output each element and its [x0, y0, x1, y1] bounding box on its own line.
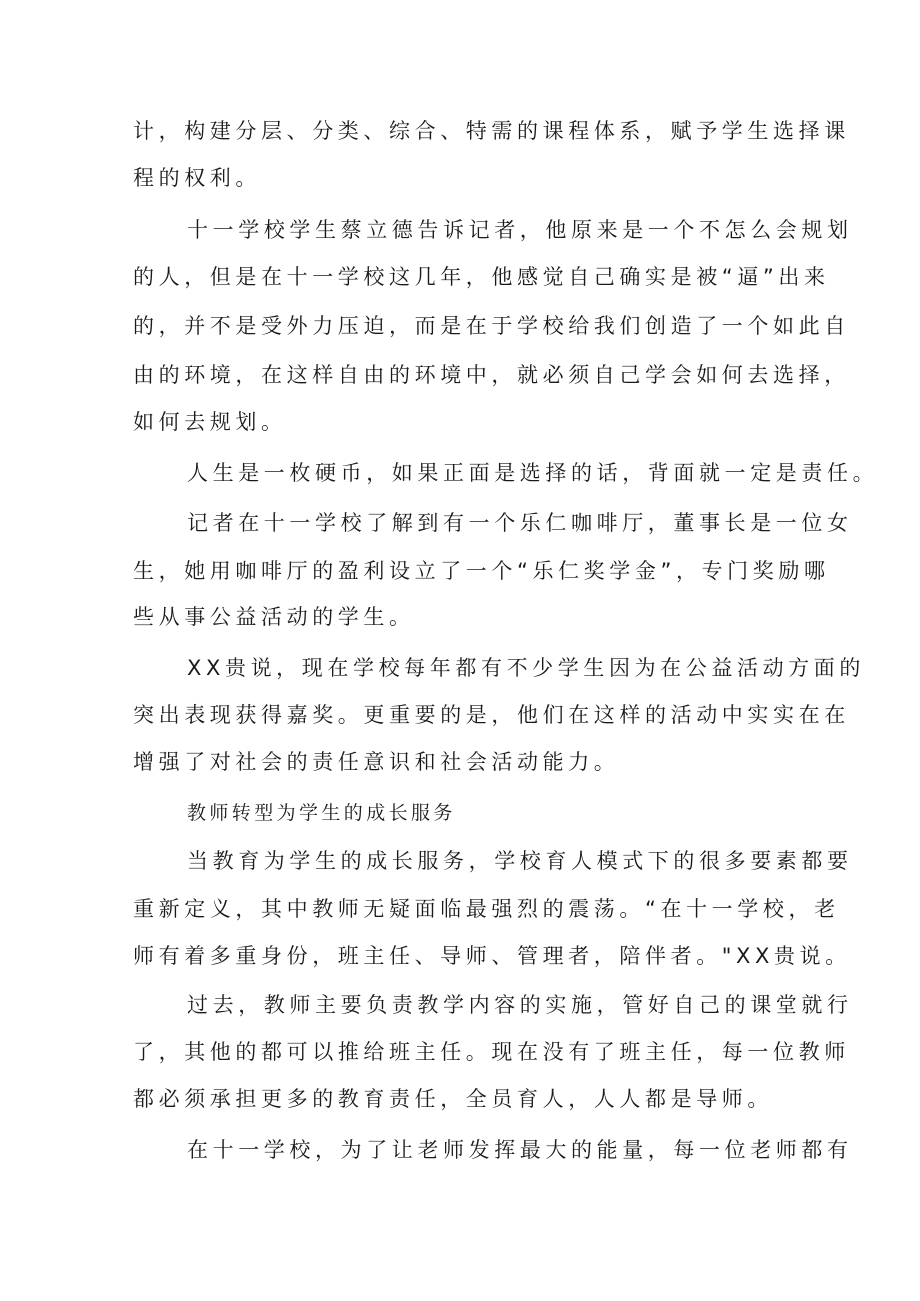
body-text-line: 增强了对社会的责任意识和社会活动能力。 — [133, 750, 620, 774]
paragraph-first-line: 人生是一枚硬币，如果正面是选择的话，背面就一定是责任。 — [187, 461, 879, 485]
body-text-line: 计，构建分层、分类、综合、特需的课程体系，赋予学生选择课 — [133, 119, 850, 143]
body-text-line: 如何去规划。 — [133, 410, 287, 434]
section-heading: 教师转型为学生的成长服务 — [187, 802, 456, 824]
body-text-line: 了，其他的都可以推给班主任。现在没有了班主任，每一位教师 — [133, 1040, 850, 1064]
body-text-line: 师有着多重身份，班主任、导师、管理者，陪伴者。"XX贵说。 — [133, 944, 851, 968]
body-text-line: 的，并不是受外力压迫，而是在于学校给我们创造了一个如此自 — [133, 314, 850, 338]
paragraph-first-line: 十一学校学生蔡立德告诉记者，他原来是一个不怎么会规划 — [187, 218, 853, 242]
paragraph-first-line: 记者在十一学校了解到有一个乐仁咖啡厅，董事长是一位女 — [187, 511, 853, 535]
paragraph-first-line: 在十一学校，为了让老师发挥最大的能量，每一位老师都有 — [187, 1138, 853, 1162]
body-text-line: 突出表现获得嘉奖。更重要的是，他们在这样的活动中实实在在 — [133, 703, 850, 727]
paragraph-first-line: 当教育为学生的成长服务，学校育人模式下的很多要素都要 — [187, 849, 853, 873]
paragraph-first-line: 过去，教师主要负责教学内容的实施，管好自己的课堂就行 — [187, 993, 853, 1017]
paragraph-first-line: XX贵说，现在学校每年都有不少学生因为在公益活动方面的 — [187, 656, 865, 680]
body-text-line: 重新定义，其中教师无疑面临最强烈的震荡。“在十一学校，老 — [133, 897, 840, 921]
body-text-line: 都必须承担更多的教育责任，全员育人，人人都是导师。 — [133, 1087, 773, 1111]
body-text-line: 程的权利。 — [133, 166, 261, 190]
body-text-line: 的人，但是在十一学校这几年，他感觉自己确实是被“逼”出来 — [133, 265, 830, 289]
body-text-line: 生，她用咖啡厅的盈利设立了一个“乐仁奖学金”，专门奖励哪 — [133, 559, 830, 583]
body-text-line: 些从事公益活动的学生。 — [133, 605, 415, 629]
body-text-line: 由的环境，在这样自由的环境中，就必须自己学会如何去选择， — [133, 363, 850, 387]
